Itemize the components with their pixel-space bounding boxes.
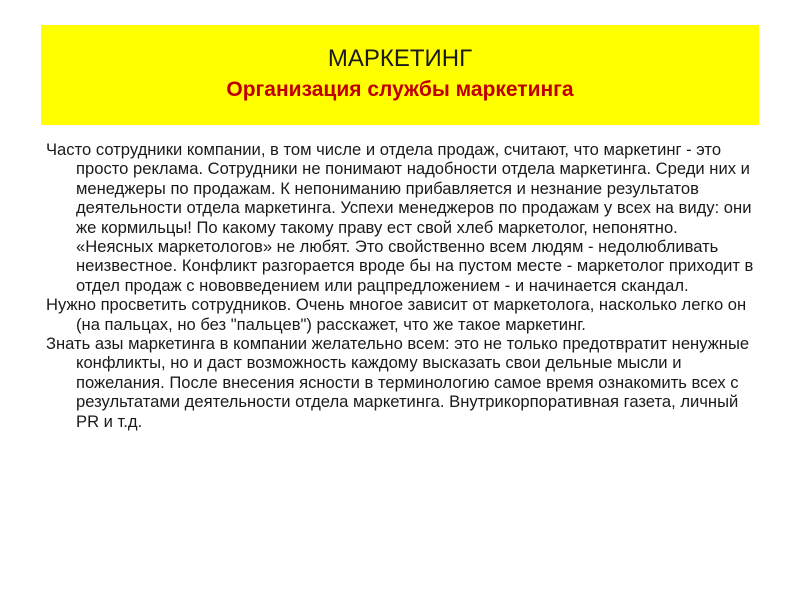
paragraph-3: Знать азы маркетинга в компании желательно всем: это не только предотвратит ненужные конфликты, но и даст возможность каждому высказать свои дельные мысли и пожелания. После внесения ясности в терминологию самое время ознакомить всех с результатами деятельности отдела маркетинга. Внутрикорпоративная газета, личный PR и т.д. xyxy=(46,334,750,431)
title-banner xyxy=(41,25,759,125)
paragraph-1: Часто сотрудники компании, в том числе и отдела продаж, считают, что маркетинг - это просто реклама. Сотрудники не понимают надобности отдела маркетинга. Среди них и менеджеры по продажам. К непониманию прибавляется и незнание результатов деятельности отдела маркетинга. Успехи менеджеров по продажам у всех на виду: они же кормильцы! По какому такому праву ест свой хлеб маркетолог, непонятно. «Неясных маркетологов» не любят. Это свойственно всем людям - недолюбливать неизвестное. Конфликт разгорается вроде бы на пустом месте - маркетолог приходит в отдел продаж с нововведением или рацпредложением - и начинается скандал. xyxy=(46,140,754,295)
paragraph-2: Нужно просветить сотрудников. Очень многое зависит от маркетолога, насколько легко он (на пальцах, но без "пальцев") расскажет, что же такое маркетинг. xyxy=(46,295,747,334)
slide-subtitle: Организация службы маркетинга xyxy=(226,78,574,101)
slide-title: МАРКЕТИНГ xyxy=(327,45,473,72)
body-text xyxy=(46,140,758,431)
